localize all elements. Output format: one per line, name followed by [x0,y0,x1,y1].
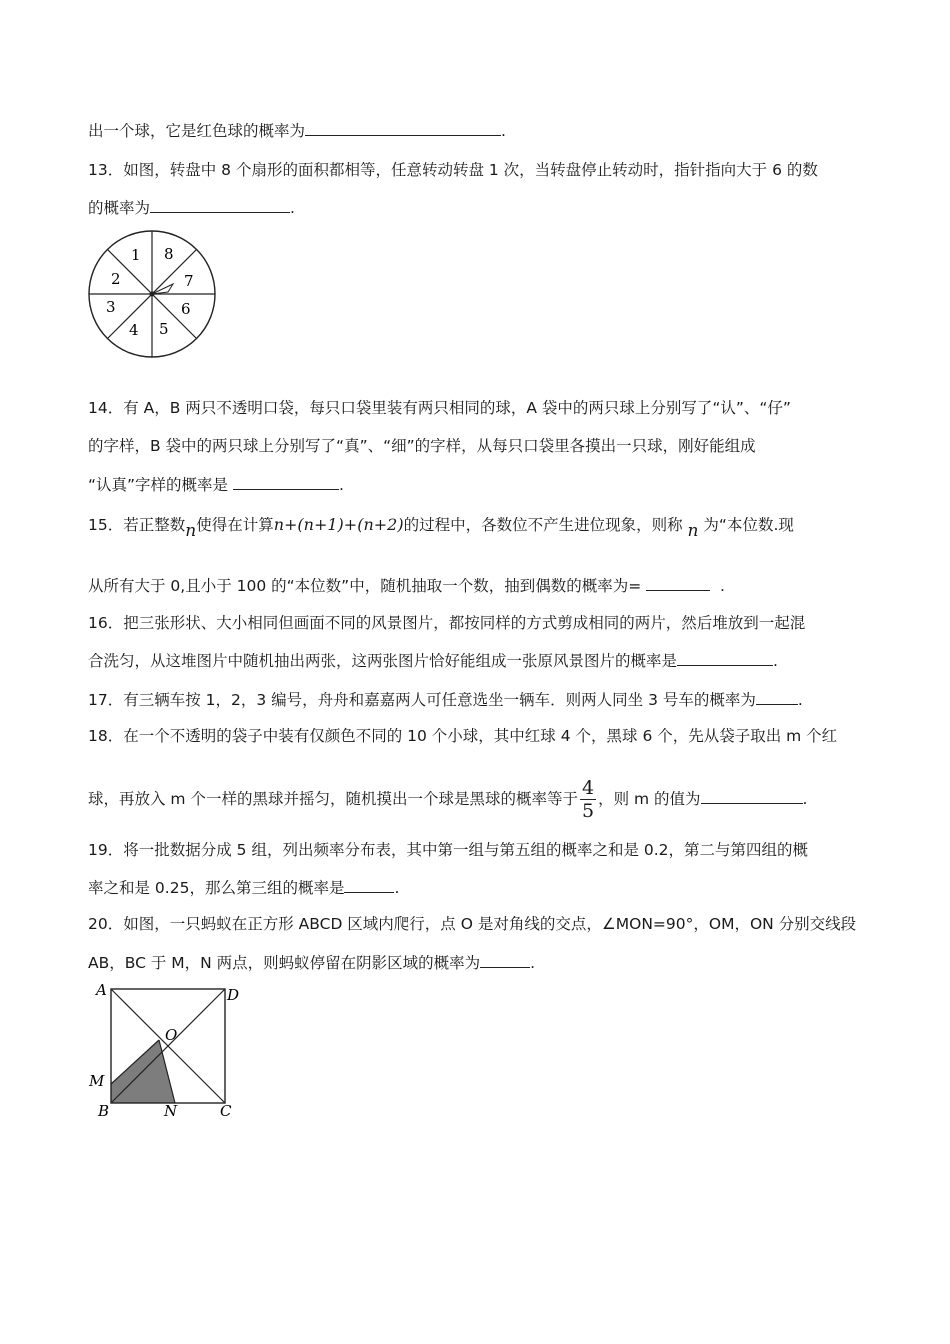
q15-line2: 从所有大于 0,且小于 100 的“本位数”中，随机抽取一个数，抽到偶数的概率为= . [88,577,725,595]
q13-line1: 13．如图，转盘中 8 个扇形的面积都相等，任意转动转盘 1 次，当转盘停止转动时，指针指向大于 6 的数 [88,161,818,179]
q14-line3: “认真”字样的概率是 . [88,476,344,494]
answer-blank[interactable] [305,120,501,136]
q19-line2: 率之和是 0.25，那么第三组的概率是 . [88,879,400,897]
answer-blank[interactable] [150,197,290,213]
label-n: N [164,1102,178,1120]
q15-line1: 15．若正整数n使得在计算n+(n+1)+(n+2)的过程中，各数位不产生进位现象，则称 n 为“本位数.现 [88,515,794,541]
q20-line1: 20．如图，一只蚂蚁在正方形 ABCD 区域内爬行，点 O 是对角线的交点，∠MON=90°，OM，ON 分别交线段 [88,915,857,933]
label-o: O [165,1026,178,1044]
spinner-label: 3 [106,298,116,316]
answer-blank[interactable] [756,689,798,705]
spinner-label: 5 [159,320,169,338]
label-d: D [227,986,240,1004]
q14-line1: 14．有 A，B 两只不透明口袋，每只口袋里装有两只相同的球，A 袋中的两只球上分别写了“认”、“仔” [88,399,791,417]
q18-line2: 球，再放入 m 个一样的黑球并摇匀，随机摸出一个球是黑球的概率等于 $\frac{4}{5}$ ，则 m 的值为 . [88,777,808,822]
spinner-label: 4 [129,321,139,339]
spinner-label: 6 [181,300,191,318]
math-n: n [687,521,699,541]
q13-line2: 的概率为 . [88,199,295,217]
label-c: C [220,1102,232,1120]
q16-line1: 16．把三张形状、大小相同但画面不同的风景图片，都按同样的方式剪成相同的两片，然后堆放到一起混 [88,614,806,632]
q19-line1: 19．将一批数据分成 5 组，列出频率分布表，其中第一组与第五组的概率之和是 0.2，第二与第四组的概 [88,841,809,859]
q18-line1: 18．在一个不透明的袋子中装有仅颜色不同的 10 个小球，其中红球 4 个，黑球 6 个，先从袋子取出 m 个红 [88,727,838,745]
q16-line2: 合洗匀，从这堆图片中随机抽出两张，这两张图片恰好能组成一张原风景图片的概率是 . [88,652,778,670]
answer-blank[interactable] [701,788,803,804]
q17-line: 17．有三辆车按 1，2，3 编号，舟舟和嘉嘉两人可任意选坐一辆车．则两人同坐 3 号车的概率为 . [88,691,803,709]
square-figure [84,981,240,1120]
label-a: A [96,981,107,999]
math-n: n [185,521,197,541]
spinner-label: 7 [184,272,194,290]
spinner-label: 1 [131,246,141,264]
spinner-center [150,292,155,297]
q12-tail: 出一个球，它是红色球的概率为 . [88,122,506,140]
fraction-four-fifths: $\frac{4}{5}$ [581,777,595,822]
pointer-arrow-icon [152,284,173,294]
q14-line2: 的字样，B 袋中的两只球上分别写了“真”、“细”的字样，从每只口袋里各摸出一只球，刚好能组成 [88,437,756,455]
label-m: M [89,1072,105,1090]
math-expression: n+(n+1)+(n+2) [273,515,404,534]
answer-blank[interactable] [646,575,710,591]
label-b: B [98,1102,110,1120]
answer-blank[interactable] [233,474,339,490]
spinner-label: 2 [111,270,121,288]
answer-blank[interactable] [344,877,394,893]
answer-blank[interactable] [480,952,530,968]
spinner-label: 8 [164,245,174,263]
q20-line2: AB，BC 于 M，N 两点，则蚂蚁停留在阴影区域的概率为 . [88,954,536,972]
answer-blank[interactable] [677,650,773,666]
spinner-figure [84,228,220,362]
